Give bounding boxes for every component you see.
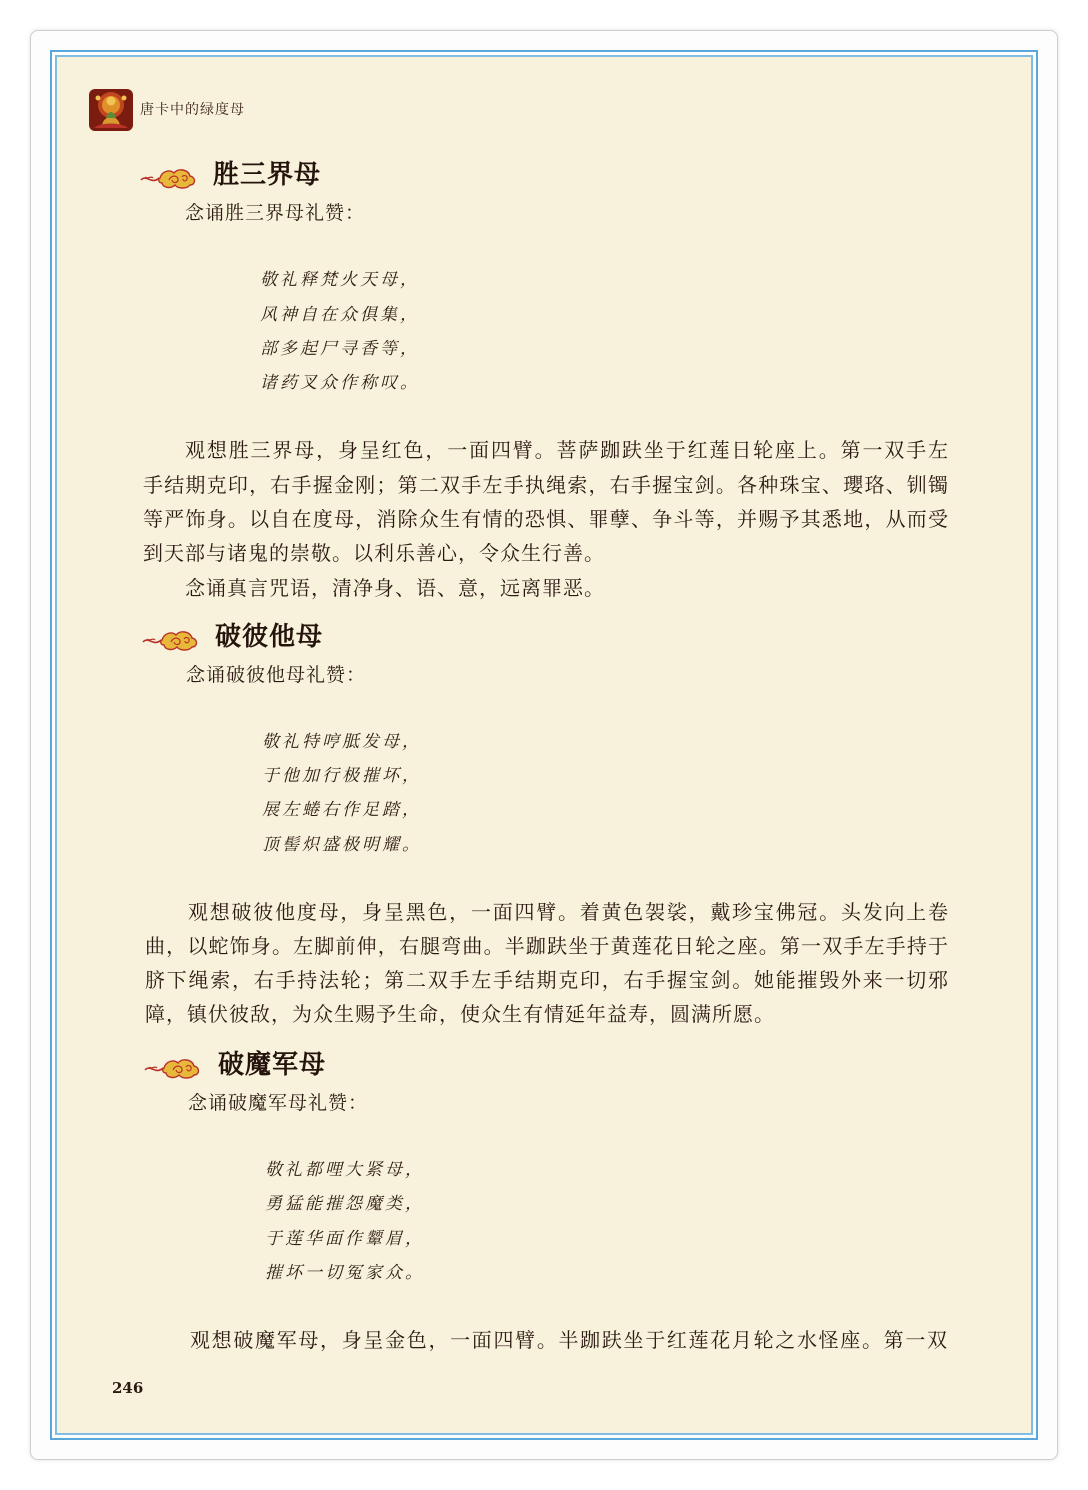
section-title: 破彼他母: [215, 622, 324, 652]
verse-line: 勇猛能摧怨魔类，: [265, 1194, 425, 1214]
verse-line: 展左蜷右作足踏，: [262, 800, 422, 820]
verse-line: 摧坏一切冤家众。: [265, 1263, 425, 1283]
paragraph-closing: 念诵真言咒语，清净身、语、意，远离罪恶。: [185, 576, 605, 600]
running-title: 唐卡中的绿度母: [140, 102, 245, 118]
paragraph-line: 等严饰身。以自在度母，消除众生有情的恐惧、罪孽、争斗等，并赐予其悉地，从而受: [143, 507, 948, 531]
verse-line: 敬礼释梵火天母，: [260, 270, 420, 290]
section-title: 胜三界母: [213, 160, 322, 190]
verse-line: 于莲华面作颦眉，: [265, 1229, 425, 1249]
paragraph-line: 观想胜三界母，身呈红色，一面四臂。菩萨跏趺坐于红莲日轮座上。第一双手左: [185, 438, 948, 462]
green-tara-thangka-image: [88, 88, 134, 132]
section-intro: 念诵破彼他母礼赞：: [186, 664, 367, 686]
paragraph-line: 障，镇伏彼敌，为众生赐予生命，使众生有情延年益寿，圆满所愿。: [145, 1002, 775, 1026]
verse-line: 诸药叉众作称叹。: [260, 373, 420, 393]
auspicious-cloud-icon: [142, 627, 200, 653]
paragraph-line: 曲，以蛇饰身。左脚前伸，右腿弯曲。半跏趺坐于黄莲花日轮之座。第一双手左手持于: [145, 934, 948, 958]
section-title: 破魔军母: [218, 1050, 327, 1080]
verse-line: 风神自在众俱集，: [260, 305, 420, 325]
paragraph-line: 观想破魔军母，身呈金色，一面四臂。半跏趺坐于红莲花月轮之水怪座。第一双: [190, 1328, 947, 1352]
auspicious-cloud-icon: [144, 1055, 202, 1081]
verse-line: 敬礼都哩大紧母，: [265, 1160, 425, 1180]
verse-line: 于他加行极摧坏，: [262, 766, 422, 786]
book-page: [55, 55, 1033, 1435]
section-intro: 念诵胜三界母礼赞：: [185, 202, 366, 224]
verse-line: 顶髻炽盛极明耀。: [262, 835, 422, 855]
paragraph-line: 脐下绳索，右手持法轮；第二双手左手结期克印，右手握宝剑。她能摧毁外来一切邪: [145, 968, 948, 992]
section-intro: 念诵破魔军母礼赞：: [188, 1092, 369, 1114]
auspicious-cloud-icon: [140, 165, 198, 191]
paragraph-line: 到天部与诸鬼的崇敬。以利乐善心，令众生行善。: [143, 541, 605, 565]
verse-line: 敬礼特哼胝发母，: [262, 732, 422, 752]
paragraph-line: 观想破彼他度母，身呈黑色，一面四臂。着黄色袈裟，戴珍宝佛冠。头发向上卷: [188, 900, 948, 924]
verse-line: 部多起尸寻香等，: [260, 339, 420, 359]
paragraph-line: 手结期克印，右手握金刚；第二双手左手执绳索，右手握宝剑。各种珠宝、瓔珞、钏镯: [143, 473, 948, 497]
page-number: 246: [112, 1379, 144, 1397]
